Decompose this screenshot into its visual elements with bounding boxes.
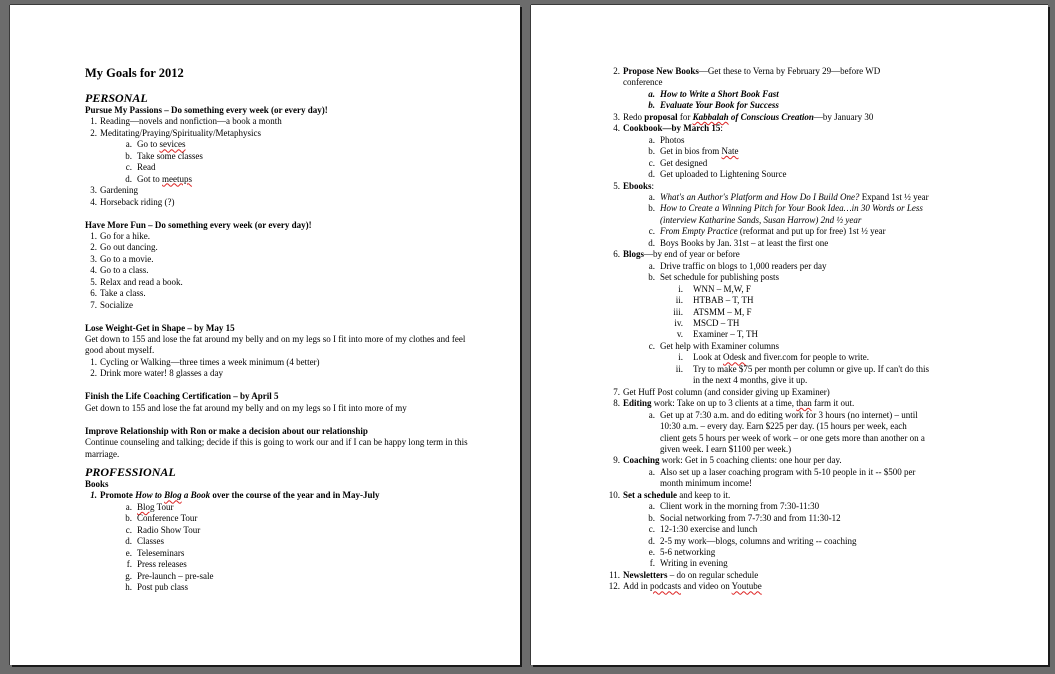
- promote-title-blog: Blog: [164, 490, 182, 501]
- list-number: d.: [648, 535, 655, 546]
- item-text-pre: Conference Tour: [137, 513, 198, 524]
- list-number: 3.: [90, 185, 97, 196]
- list-number: 4.: [90, 265, 97, 276]
- promote-post: over the course of the year and in May-July: [210, 490, 380, 501]
- item-text: [85, 174, 192, 184]
- list-number: 4.: [613, 123, 620, 134]
- item-text: Get up at 7:30 a.m. and do editing work for 3 hours (no internet) – until: [660, 409, 918, 420]
- item-text: Try to make $75 per month per column or give up. If can't do this: [693, 363, 929, 374]
- list-letter: c.: [648, 340, 655, 351]
- coaching-cert-paragraph: Get down to 155 and lose the fat around my belly and on my legs so I fit into more of my: [85, 402, 407, 413]
- list-subitem: [608, 341, 1028, 352]
- passions-sublist: [85, 139, 485, 185]
- list-subitem: [608, 513, 1028, 524]
- list-item: [85, 128, 485, 139]
- list-number: 1.: [90, 356, 97, 367]
- item-text: ATSMM – M, F: [693, 306, 752, 317]
- list-subitem: [608, 169, 1028, 180]
- list-item-2: [608, 66, 1028, 77]
- list-subitem: [85, 162, 485, 173]
- item-text-pre: Photos: [660, 134, 685, 145]
- item-text: Boys Books by Jan. 31st – at least the first one: [660, 237, 829, 248]
- item-label: Ebooks: [623, 180, 652, 191]
- list-subitem: [85, 548, 485, 559]
- list-subitem: [85, 571, 485, 582]
- item-text: Go for a hike.: [100, 230, 150, 241]
- schedule-sublist: [608, 501, 1028, 570]
- item-continuation: conference: [623, 77, 663, 88]
- list-letter: b.: [648, 203, 655, 214]
- item-text: [85, 139, 186, 149]
- list-subsubitem: [608, 295, 1028, 306]
- list-number: 6.: [90, 288, 97, 299]
- list-subitem: [608, 558, 1028, 569]
- list-subitem: [608, 158, 1028, 169]
- item-text: Writing in evening: [660, 558, 728, 569]
- ebook-title: How to Create a Winning Pitch for Your Book Idea…in 30 Words or Less: [660, 203, 923, 214]
- passions-list: [85, 116, 485, 139]
- item-text: [85, 582, 188, 592]
- list-item: [85, 288, 485, 299]
- list-item: [85, 300, 485, 311]
- list-subsubitem: [608, 329, 1028, 340]
- list-number: 2.: [613, 66, 620, 76]
- item-continuation: given week. I earn $1100 per week.): [660, 443, 792, 454]
- item-text: for: [677, 111, 693, 122]
- list-subitem: [608, 467, 1028, 478]
- item-text: Client work in the morning from 7:30-11:30: [660, 501, 820, 512]
- list-letter: b.: [648, 100, 655, 111]
- item-text: Go out dancing.: [100, 242, 158, 253]
- item-text: Redo: [623, 111, 645, 122]
- list-number: 12.: [608, 581, 620, 592]
- list-letter: c.: [648, 226, 655, 237]
- item-text: Social networking from 7-7:30 and from 11:30-12: [660, 512, 841, 523]
- list-number: f.: [649, 558, 655, 569]
- item-text: Also set up a laser coaching program with 5-10 people in it -- $500 per: [660, 466, 916, 477]
- list-subitem: [608, 89, 1028, 100]
- item-text: [85, 548, 184, 558]
- item-label: Newsletters: [623, 569, 668, 580]
- item-text-pre: Post pub class: [137, 582, 189, 593]
- item-label: Coaching: [623, 455, 660, 466]
- list-item-3: [608, 112, 1028, 123]
- list-letter: d.: [648, 169, 655, 180]
- item-text: Get Huff Post column (and consider giving up Examiner): [623, 386, 830, 397]
- list-subsubitem: [608, 284, 1028, 295]
- list-number: e.: [648, 547, 655, 558]
- item-text: Examiner – T, TH: [693, 329, 758, 340]
- list-number: c.: [648, 524, 655, 535]
- promote-title-b: a Book: [181, 490, 211, 501]
- list-letter: b.: [648, 146, 655, 157]
- item-text: Set schedule for publishing posts: [660, 272, 779, 283]
- list-letter: c.: [125, 162, 132, 173]
- list-subitem: [85, 151, 485, 162]
- item-label: Propose New Books: [623, 66, 699, 76]
- list-letter: a.: [648, 260, 655, 271]
- item-text: work: Get in 5 coaching clients: one hour per day.: [659, 455, 842, 466]
- item-text: Take a class.: [100, 288, 146, 299]
- item-continuation: month minimum income!: [660, 478, 752, 489]
- book-title: of Conscious Creation: [728, 111, 814, 122]
- list-number: 5.: [613, 180, 620, 191]
- list-number: 5.: [90, 276, 97, 287]
- list-subitem: [608, 100, 1028, 111]
- list-letter: b.: [648, 272, 655, 283]
- item-continuation: 10:30 a.m. – every day. Earn $225 per day. (15 hours per week, each: [660, 421, 907, 432]
- list-item: [85, 368, 485, 379]
- list-number: ii.: [675, 295, 683, 306]
- item-text: Meditating/Praying/Spirituality/Metaphysics: [100, 127, 261, 138]
- item-text: Drink more water! 8 glasses a day: [100, 368, 223, 379]
- item-text: (reformat and put up for free) 1st ½ year: [737, 226, 886, 237]
- item-text: HTBAB – T, TH: [693, 295, 754, 306]
- list-subitem: [85, 174, 485, 185]
- item-text: Go to a movie.: [100, 253, 154, 264]
- item-text-pre: Got to: [137, 173, 163, 184]
- item-text: :: [651, 180, 655, 191]
- item-continuation: (interview Katharine Sands, Susan Harrow) 2nd ½ year: [660, 214, 862, 225]
- list-letter: a.: [125, 501, 132, 512]
- list-letter: f.: [126, 559, 132, 570]
- list-subitem: [608, 192, 1028, 203]
- list-item: [85, 185, 485, 196]
- list-letter: c.: [648, 157, 655, 168]
- list-number: 2.: [90, 368, 97, 379]
- page-content: [85, 66, 485, 594]
- list-subitem: [85, 513, 485, 524]
- list-subitem: [85, 536, 485, 547]
- cookbook-sublist: [608, 135, 1028, 181]
- item-text-pre: Read: [137, 162, 156, 173]
- list-item: [85, 116, 485, 127]
- list-number: a.: [648, 501, 655, 512]
- item-text: —by end of year or before: [644, 249, 740, 260]
- list-item-6: [608, 249, 1028, 260]
- item-text: MSCD – TH: [693, 317, 740, 328]
- item-text: Go to a class.: [100, 265, 149, 276]
- item-text: and fiver.com for people to write.: [746, 352, 869, 363]
- item-text-pre: Pre-launch – pre-sale: [137, 570, 214, 581]
- item-text-pre: Get uploaded to Lightening Source: [660, 169, 787, 180]
- weight-heading: Lose Weight-Get in Shape – by May 15: [85, 322, 235, 333]
- blog-schedule-sublist: [608, 284, 1028, 341]
- misspelled-word: Blog: [137, 501, 155, 512]
- list-number: 1.: [90, 230, 97, 241]
- item-text-pre: Teleseminars: [137, 547, 185, 558]
- misspelled-word: meetups: [162, 173, 193, 184]
- list-subitem: [85, 582, 485, 593]
- page-content: [608, 66, 1028, 593]
- list-subsubitem: [608, 364, 1028, 375]
- list-subitem: [608, 501, 1028, 512]
- item-text: [608, 158, 707, 168]
- list-subitem: [608, 547, 1028, 558]
- list-item-9: [608, 455, 1028, 466]
- item-text-post: Tour: [154, 501, 174, 512]
- list-item: [85, 357, 485, 368]
- item-text: Look at: [693, 352, 723, 363]
- item-text: 5-6 networking: [660, 547, 716, 558]
- list-roman: i.: [678, 352, 683, 363]
- item-text: :: [720, 123, 723, 134]
- promote-title-a: How to: [135, 490, 165, 501]
- list-subitem: [608, 272, 1028, 283]
- list-number: 3.: [90, 253, 97, 264]
- item-text: and keep to it.: [677, 489, 731, 500]
- item-text: [85, 151, 203, 161]
- item-text: [85, 513, 197, 523]
- list-letter: b.: [125, 513, 132, 524]
- list-number: 7.: [613, 386, 620, 397]
- new-books-sublist: [608, 89, 1028, 112]
- list-number: 1.: [90, 490, 97, 501]
- item-text-pre: Classes: [137, 536, 164, 547]
- list-item-11: [608, 570, 1028, 581]
- list-subitem: [608, 536, 1028, 547]
- item-text: [85, 559, 187, 569]
- list-number: 3.: [613, 111, 620, 122]
- list-item: [85, 265, 485, 276]
- item-text: —Get these to Verna by February 29—before WD: [698, 66, 881, 76]
- item-text-pre: Get designed: [660, 157, 708, 168]
- item-label: proposal: [644, 111, 678, 122]
- item-text: Relax and read a book.: [100, 276, 183, 287]
- list-item: [85, 277, 485, 288]
- item-text-pre: Get in bios from: [660, 146, 722, 157]
- item-text: farm it out.: [811, 398, 855, 409]
- list-subsubitem: [608, 352, 1028, 363]
- list-letter: a.: [648, 191, 655, 202]
- list-item-4: [608, 123, 1028, 134]
- list-letter: a.: [125, 139, 132, 150]
- promote-pre: Promote: [100, 490, 136, 501]
- list-number: iv.: [674, 317, 683, 328]
- item-text: [608, 146, 739, 156]
- weight-paragraph: Get down to 155 and lose the fat around my belly and on my legs so I fit into more of my clothes and feel good about myself.: [85, 334, 466, 356]
- professional-heading: PROFESSIONAL: [85, 464, 176, 479]
- document-page-left: [10, 5, 520, 665]
- list-number: iii.: [673, 306, 683, 317]
- list-subitem: [608, 146, 1028, 157]
- list-number: b.: [648, 512, 655, 523]
- list-letter: g.: [125, 570, 132, 581]
- list-number: 9.: [613, 455, 620, 466]
- coaching-cert-heading: Finish the Life Coaching Certification – by April 5: [85, 391, 279, 402]
- item-text-pre: Take some classes: [137, 150, 203, 161]
- misspelled-word: Nate: [721, 146, 739, 157]
- item-text: Expand 1st ½ year: [859, 191, 929, 202]
- list-number: 11.: [609, 569, 620, 580]
- item-text-pre: Radio Show Tour: [137, 524, 201, 535]
- list-number: 1.: [90, 116, 97, 127]
- item-text: [85, 571, 213, 581]
- list-letter: b.: [125, 150, 132, 161]
- list-number: i.: [678, 283, 683, 294]
- book-title-kabbalah: Kabbalah: [692, 111, 729, 122]
- misspelled-word: Youtube: [731, 581, 762, 592]
- list-letter: e.: [125, 547, 132, 558]
- relationship-paragraph: Continue counseling and talking; decide if this is going to work our and if I can be happy long term in this marriage.: [85, 437, 468, 459]
- list-letter: h.: [125, 582, 132, 593]
- list-subitem: [85, 502, 485, 513]
- list-number: 2.: [90, 242, 97, 253]
- list-number: 7.: [90, 299, 97, 310]
- list-letter: d.: [648, 237, 655, 248]
- misspelled-word: than: [796, 398, 812, 409]
- item-continuation: client gets 5 hours per week of work – or one gets more than another on a: [660, 432, 925, 443]
- list-item-5: [608, 181, 1028, 192]
- list-item-12: [608, 581, 1028, 592]
- list-subitem: [608, 135, 1028, 146]
- misspelled-word: podcasts: [650, 581, 681, 592]
- item-text: 2-5 my work—blogs, columns and writing -- coaching: [660, 535, 857, 546]
- list-subitem: [608, 226, 1028, 237]
- list-item: [85, 231, 485, 242]
- ebook-title: What's an Author's Platform and How Do I Build One?: [660, 191, 860, 202]
- list-subsubitem: [608, 307, 1028, 318]
- list-number: 2.: [90, 127, 97, 138]
- item-text: 12-1:30 exercise and lunch: [660, 524, 758, 535]
- relationship-heading: Improve Relationship with Ron or make a decision about our relationship: [85, 425, 368, 436]
- misspelled-word: sevices: [159, 139, 186, 150]
- item-label: Blogs: [623, 249, 645, 260]
- item-text: Drive traffic on blogs to 1,000 readers per day: [660, 260, 827, 271]
- item-text: WNN – M,W, F: [693, 283, 751, 294]
- fun-list: [85, 231, 485, 311]
- list-letter: a.: [648, 134, 655, 145]
- item-text: Reading—novels and nonfiction—a book a month: [100, 116, 282, 127]
- list-subsubitem: [608, 318, 1028, 329]
- item-text: Add in: [623, 581, 650, 592]
- list-roman: ii.: [675, 363, 683, 374]
- list-subitem: [608, 261, 1028, 272]
- item-text: Gardening: [100, 185, 138, 196]
- list-subitem: [608, 238, 1028, 249]
- list-item: [85, 242, 485, 253]
- item-text: Socialize: [100, 299, 133, 310]
- weight-list: [85, 357, 485, 380]
- item-label: Set a schedule: [623, 489, 677, 500]
- list-number: 6.: [613, 249, 620, 260]
- list-number: v.: [676, 329, 683, 340]
- list-subitem: [85, 139, 485, 150]
- fun-heading: Have More Fun – Do something every week (or every day)!: [85, 219, 312, 230]
- list-letter: a.: [648, 88, 655, 99]
- item-text: —by January 30: [813, 111, 874, 122]
- misspelled-word: Odesk: [723, 352, 746, 363]
- list-letter: d.: [125, 173, 132, 184]
- list-item-8: [608, 398, 1028, 409]
- list-subitem: [85, 525, 485, 536]
- ebook-title: From Empty Practice: [660, 226, 738, 237]
- list-item-10: [608, 490, 1028, 501]
- list-number: 8.: [613, 398, 620, 409]
- list-item-7: [608, 387, 1028, 398]
- list-letter: a.: [648, 409, 655, 420]
- item-text: [85, 525, 200, 535]
- list-subitem: [608, 524, 1028, 535]
- passions-list-cont: [85, 185, 485, 208]
- passions-heading: Pursue My Passions – Do something every week (or every day)!: [85, 105, 328, 115]
- item-text: work: Take on up to 3 clients at a time,: [651, 398, 797, 409]
- personal-heading: PERSONAL: [85, 91, 148, 105]
- item-text: Horseback riding (?): [100, 196, 175, 207]
- item-text: and video on: [681, 581, 732, 592]
- item-label: Cookbook—by March 15: [623, 123, 721, 134]
- item-text-pre: Go to: [137, 139, 160, 150]
- list-item: [85, 254, 485, 265]
- item-text-pre: Press releases: [137, 559, 187, 570]
- item-text: Get help with Examiner columns: [660, 340, 779, 351]
- list-number: 4.: [90, 196, 97, 207]
- list-item: [85, 197, 485, 208]
- item-continuation: in the next 4 months, give it up.: [693, 375, 808, 386]
- list-letter: d.: [125, 536, 132, 547]
- list-number: 10.: [608, 489, 620, 500]
- list-letter: c.: [125, 524, 132, 535]
- list-subitem: [85, 559, 485, 570]
- promote-item: [85, 490, 485, 501]
- list-letter: a.: [648, 466, 655, 477]
- list-subitem: [608, 203, 1028, 214]
- item-text: Cycling or Walking—three times a week minimum (4 better): [100, 356, 320, 367]
- books-heading: Books: [85, 478, 109, 489]
- document-page-right: [531, 5, 1048, 665]
- list-subitem: [608, 410, 1028, 421]
- book-title: Evaluate Your Book for Success: [660, 100, 779, 111]
- item-label: Editing: [623, 398, 652, 409]
- item-text: – do on regular schedule: [667, 569, 759, 580]
- book-title: How to Write a Short Book Fast: [660, 88, 779, 99]
- promote-sublist: [85, 502, 485, 594]
- document-title: My Goals for 2012: [85, 66, 184, 80]
